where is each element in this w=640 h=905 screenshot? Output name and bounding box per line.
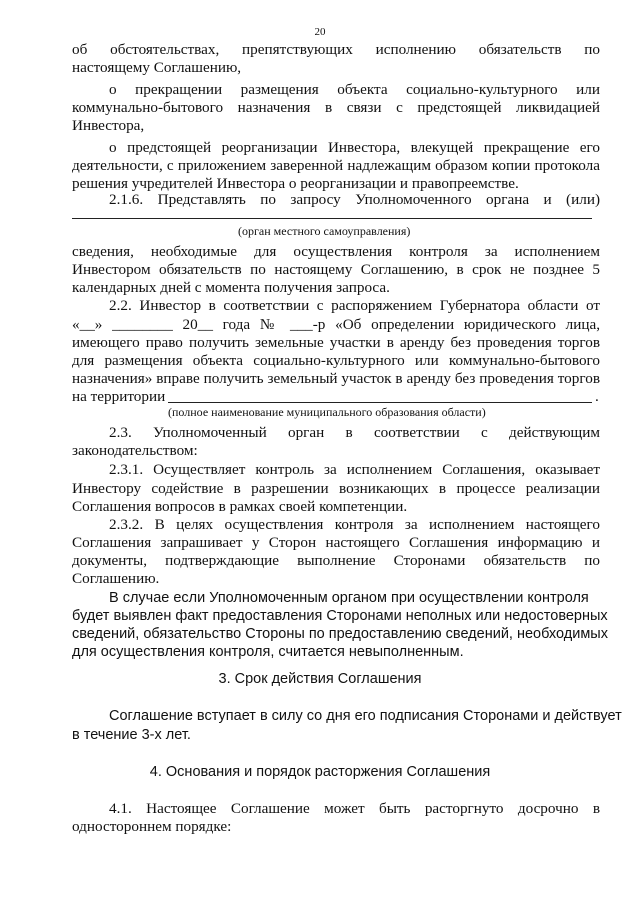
- text-line: документы, подтверждающие выполнение Сторонами обязательств по: [72, 552, 600, 569]
- caption-municipality: (полное наименование муниципального образования области): [168, 405, 486, 419]
- text-line: Соглашение вступает в силу со дня его подписания Сторонами и действует: [109, 708, 622, 724]
- text-line: 2.3.2. В целях осуществления контроля за исполнением настоящего: [109, 516, 600, 533]
- text-line: Соглашению.: [72, 570, 160, 587]
- section-3-heading: 3. Срок действия Соглашения: [218, 671, 422, 687]
- text-line: о прекращении размещения объекта социально-культурного или: [109, 81, 600, 98]
- text-line: Соглашения запрашивает у Сторон настоящего Соглашения информацию и: [72, 534, 600, 551]
- text-line: об обстоятельствах, препятствующих исполнению обязательств по: [72, 41, 600, 58]
- text-line: назначения» вправе получить земельный участок в аренду без проведения торгов: [72, 370, 600, 387]
- text-line: 2.2. Инвестор в соответствии с распоряжением Губернатора области от: [109, 297, 600, 314]
- text-line: календарных дней с момента получения запроса.: [72, 279, 390, 296]
- text-line: «__» ________ 20__ года № ___-р «Об определении юридического лица,: [72, 316, 600, 333]
- text-line: 2.1.6. Представлять по запросу Уполномоченного органа и (или): [109, 191, 600, 208]
- text-line: Инвестору содействие в разрешении возникающих в процессе реализации: [72, 480, 600, 497]
- text-line: 4.1. Настоящее Соглашение может быть расторгнуто досрочно в: [109, 800, 600, 817]
- text-line: законодательством:: [72, 442, 198, 459]
- text-line: для размещения объекта социально-культурного или коммунально-бытового: [72, 352, 600, 369]
- text-line: Инвестором обязательств по настоящему Соглашению, в срок не позднее 5: [72, 261, 600, 278]
- section-4-heading: 4. Основания и порядок расторжения Соглашения: [149, 764, 491, 780]
- text-line: в течение 3-х лет.: [72, 727, 191, 743]
- text-line: настоящему Соглашению,: [72, 59, 242, 76]
- caption-local-authority: (орган местного самоуправления): [238, 224, 411, 238]
- text-line: Инвестора,: [72, 117, 145, 134]
- text-line: сведений, обязательство Стороны по предоставлению сведений, необходимых: [72, 626, 608, 642]
- territory-fill-line: [168, 402, 592, 403]
- text-line: 2.3. Уполномоченный орган в соответствии с действующим: [109, 424, 600, 441]
- fill-in-line: [72, 218, 592, 219]
- page-number: 20: [314, 26, 326, 38]
- text-line: имеющего право получить земельные участки в аренду без проведения торгов: [72, 334, 600, 351]
- text-line: для осуществления контроля, считается невыполненным.: [72, 644, 464, 660]
- text-line: о предстоящей реорганизации Инвестора, влекущей прекращение его: [109, 139, 600, 156]
- text-line: будет выявлен факт предоставления Сторонами неполных или недостоверных: [72, 608, 608, 624]
- text-line: 2.3.1. Осуществляет контроль за исполнением Соглашения, оказывает: [109, 461, 600, 478]
- text-line: на территории: [72, 388, 166, 405]
- text-line: деятельности, с приложением заверенной надлежащим образом копии протокола: [72, 157, 600, 174]
- territory-end: .: [595, 388, 599, 405]
- text-line: В случае если Уполномоченным органом при осуществлении контроля: [109, 590, 589, 606]
- text-line: одностороннем порядке:: [72, 818, 232, 835]
- text-line: сведения, необходимые для осуществления контроля за исполнением: [72, 243, 600, 260]
- text-line: Соглашения вопросов в рамках своей компетенции.: [72, 498, 408, 515]
- text-line: решения учредителей Инвестора о реорганизации и правопреемстве.: [72, 175, 519, 192]
- text-line: коммунально-бытового назначения в связи с предстоящей ликвидацией: [72, 99, 600, 116]
